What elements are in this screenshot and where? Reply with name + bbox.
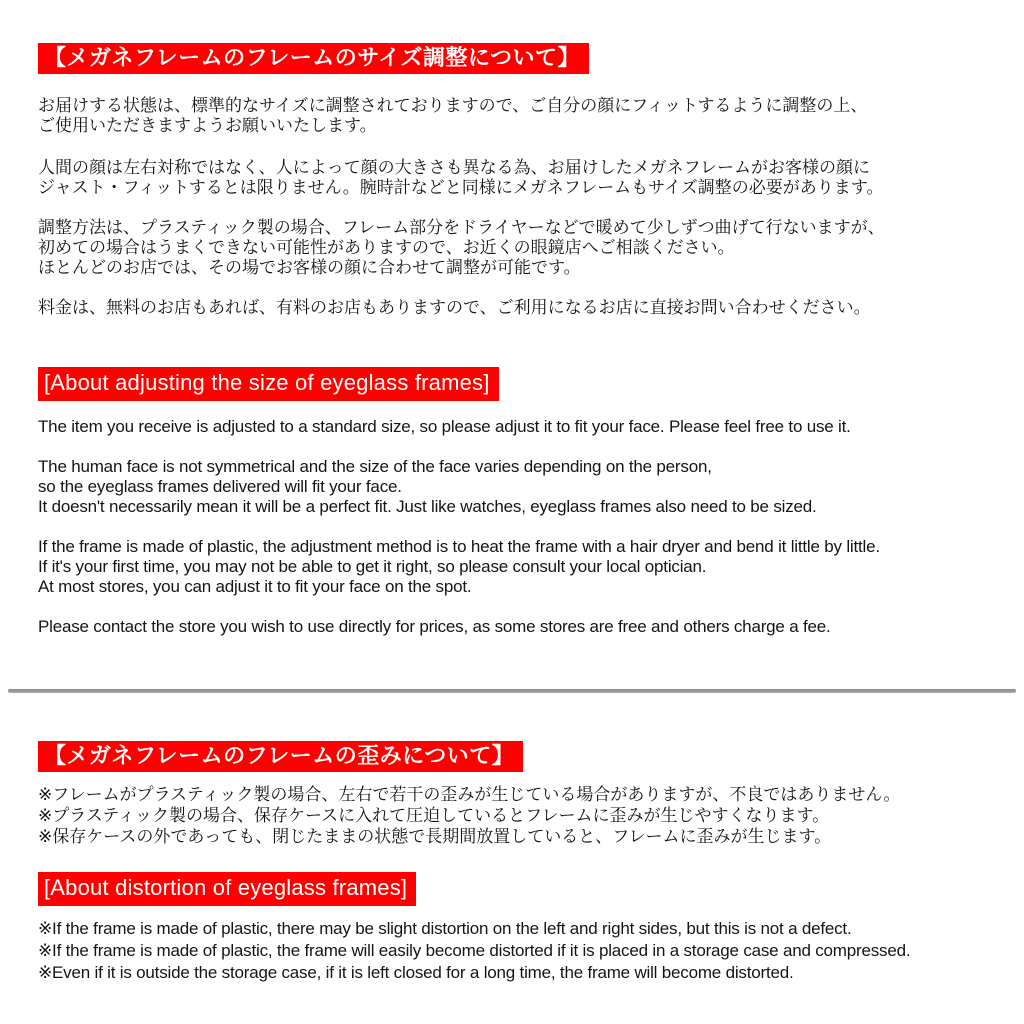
text-line: so the eyeglass frames delivered will fit your face. [38, 477, 402, 496]
en-paragraph-delivery-state [38, 417, 996, 437]
note-line: ※If the frame is made of plastic, there may be slight distortion on the left and right sides, but this is not a defect. [38, 919, 852, 938]
note-line: ※If the frame is made of plastic, the frame will easily become distorted if it is placed in a storage case and compressed. [38, 941, 911, 960]
text-line: 調整方法は、プラスティック製の場合、フレーム部分をドライヤーなどで暖めて少しずつ曲げて行ないますが、 [38, 218, 885, 237]
text-line: ジャスト・フィットするとは限りません。腕時計などと同様にメガネフレームもサイズ調整の必要があります。 [38, 178, 884, 197]
text-line: If the frame is made of plastic, the adjustment method is to heat the frame with a hair dryer and bend it little by little. [38, 537, 880, 556]
text-line: The human face is not symmetrical and the size of the face varies depending on the person, [38, 457, 712, 476]
distortion-heading-en-row [38, 872, 996, 906]
note-line: ※保存ケースの外であっても、閉じたままの状態で長期間放置していると、フレームに歪みが生じます。 [38, 827, 832, 846]
text-line: 人間の顔は左右対称ではなく、人によって顔の大きさも異なる為、お届けしたメガネフレームがお客様の顔に [38, 158, 870, 177]
en-paragraph-fees [38, 617, 996, 637]
text-line: 初めての場合はうまくできない可能性がありますので、お近くの眼鏡店へご相談ください。 [38, 238, 735, 257]
text-line: ご使用いただきますようお願いいたします。 [38, 116, 377, 135]
distortion-section [0, 741, 1024, 984]
distortion-heading-jp-row [38, 741, 996, 772]
text-line: At most stores, you can adjust it to fit your face on the spot. [38, 577, 472, 596]
jp-paragraph-delivery-state [38, 96, 996, 136]
note-line: ※Even if it is outside the storage case, if it is left closed for a long time, the frame will become distorted. [38, 963, 794, 982]
size-adjustment-heading-jp-row [38, 43, 996, 74]
en-paragraph-adjustment-method [38, 537, 996, 597]
jp-paragraph-fees [38, 298, 996, 318]
section-divider [8, 689, 1016, 693]
distortion-heading-jp: 【メガネフレームのフレームの歪みについて】 [38, 741, 523, 772]
note-line: ※プラスティック製の場合、保存ケースに入れて圧迫しているとフレームに歪みが生じやすくなります。 [38, 806, 830, 825]
text-line: It doesn't necessarily mean it will be a perfect fit. Just like watches, eyeglass frames also need to be sized. [38, 497, 817, 516]
text-line: The item you receive is adjusted to a standard size, so please adjust it to fit your face. Please feel free to use it. [38, 417, 851, 436]
jp-distortion-notes [38, 784, 996, 847]
text-line: If it's your first time, you may not be able to get it right, so please consult your local optician. [38, 557, 707, 576]
size-adjustment-heading-en-row [38, 367, 996, 401]
text-line: 料金は、無料のお店もあれば、有料のお店もありますので、ご利用になるお店に直接お問い合わせください。 [38, 298, 871, 317]
note-line: ※フレームがプラスティック製の場合、左右で若干の歪みが生じている場合がありますが、不良ではありません。 [38, 785, 901, 804]
en-paragraph-face-asymmetry [38, 457, 996, 517]
text-line: Please contact the store you wish to use directly for prices, as some stores are free and others charge a fee. [38, 617, 831, 636]
size-adjustment-heading-en: [About adjusting the size of eyeglass frames] [38, 367, 499, 401]
text-line: お届けする状態は、標準的なサイズに調整されておりますので、ご自分の顔にフィットするように調整の上、 [38, 96, 868, 115]
text-line: ほとんどのお店では、その場でお客様の顔に合わせて調整が可能です。 [38, 258, 581, 277]
jp-paragraph-adjustment-method [38, 218, 996, 278]
en-distortion-notes [38, 918, 996, 984]
distortion-heading-en: [About distortion of eyeglass frames] [38, 872, 416, 906]
size-adjustment-heading-jp: 【メガネフレームのフレームのサイズ調整について】 [38, 43, 589, 74]
jp-paragraph-face-asymmetry [38, 158, 996, 198]
